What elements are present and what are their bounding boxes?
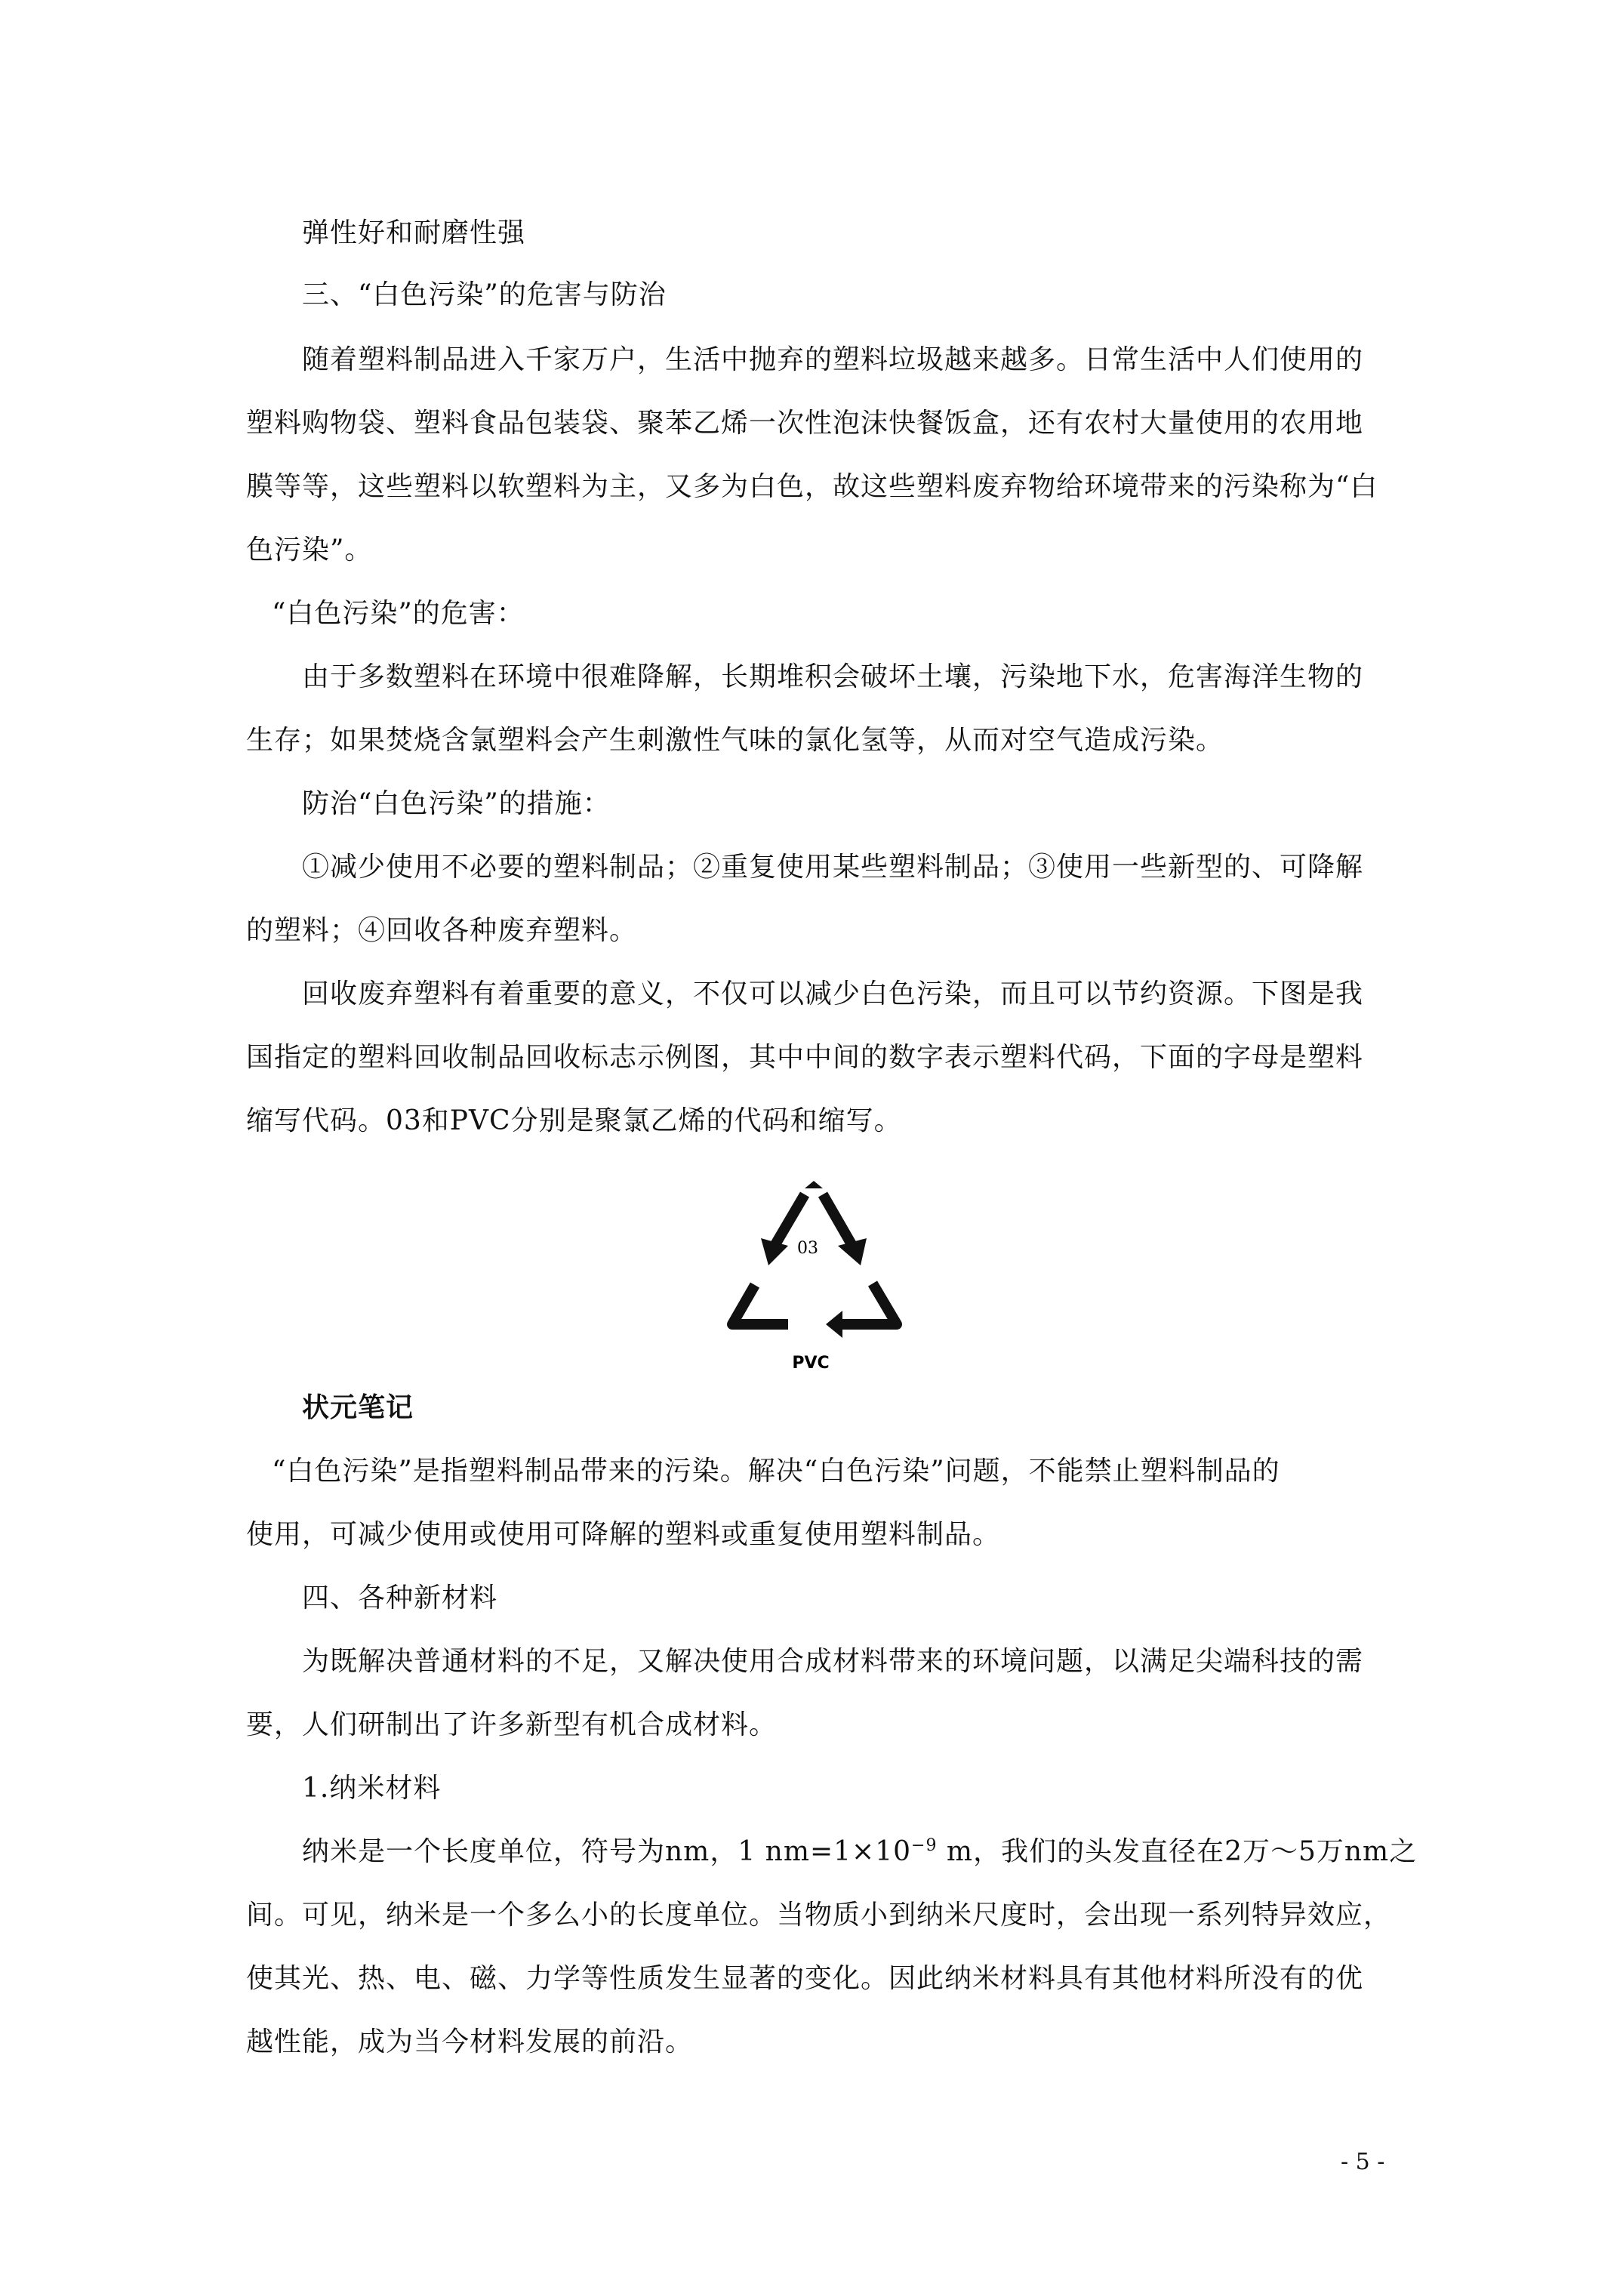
plastic-abbr: PVC (792, 1354, 830, 1373)
text-line: “白色污染”是指塑料制品带来的污染。解决“白色污染”问题，不能禁止塑料制品的 (272, 1456, 1280, 1487)
text-line: 生存；如果焚烧含氯塑料会产生刺激性气味的氯化氢等，从而对空气造成污染。 (246, 725, 1224, 756)
subheading-harm: “白色污染”的危害： (272, 598, 525, 629)
note-title: 状元笔记 (302, 1391, 414, 1423)
text-line: 国指定的塑料回收制品回收标志示例图，其中中间的数字表示塑料代码，下面的字母是塑料 (246, 1042, 1364, 1073)
text-line: 缩写代码。03和PVC分别是聚氯乙烯的代码和缩写。 (246, 1105, 902, 1136)
text-line: ①减少使用不必要的塑料制品；②重复使用某些塑料制品；③使用一些新型的、可降解 (302, 852, 1364, 883)
recycle-arrow-heads (761, 1181, 867, 1338)
text-line: 由于多数塑料在环境中很难降解，长期堆积会破坏土壤，污染地下水，危害海洋生物的 (302, 661, 1364, 692)
recycle-logo (716, 1163, 912, 1374)
text-line: 弹性好和耐磨性强 (302, 217, 526, 248)
text-line-nano-def (302, 1830, 1417, 1869)
subsection-heading-nano: 1.纳米材料 (302, 1773, 442, 1804)
text-line: 要，人们研制出了许多新型有机合成材料。 (246, 1709, 778, 1740)
text-line: 色污染”。 (246, 535, 373, 566)
text-segment: m，我们的头发直径在2万～5万nm之 (937, 1836, 1418, 1867)
plastic-code: 03 (797, 1239, 818, 1258)
text-line: 回收废弃塑料有着重要的意义，不仅可以减少白色污染，而且可以节约资源。下图是我 (302, 978, 1364, 1009)
exponent: −9 (911, 1836, 938, 1855)
text-line: 塑料购物袋、塑料食品包装袋、聚苯乙烯一次性泡沫快餐饭盒，还有农村大量使用的农用地 (246, 408, 1364, 439)
text-line: 的塑料；④回收各种废弃塑料。 (246, 915, 638, 946)
text-line: 为既解决普通材料的不足，又解决使用合成材料带来的环境问题，以满足尖端科技的需 (302, 1646, 1364, 1677)
section-heading-4: 四、各种新材料 (302, 1583, 498, 1613)
section-heading-3: 三、“白色污染”的危害与防治 (302, 279, 667, 310)
recycle-triangle-icon (732, 1194, 897, 1324)
text-segment: 纳米是一个长度单位，符号为nm，1 nm=1×10 (302, 1836, 912, 1867)
text-line: 使其光、热、电、磁、力学等性质发生显著的变化。因此纳米材料具有其他材料所没有的优 (246, 1963, 1364, 1994)
text-line: 间。可见，纳米是一个多么小的长度单位。当物质小到纳米尺度时，会出现一系列特异效应， (246, 1900, 1392, 1931)
page-number: - 5 - (1341, 2149, 1385, 2175)
subheading-measures: 防治“白色污染”的措施： (302, 788, 611, 819)
text-line: 使用，可减少使用或使用可降解的塑料或重复使用塑料制品。 (246, 1519, 1001, 1550)
text-line: 随着塑料制品进入千家万户，生活中抛弃的塑料垃圾越来越多。日常生活中人们使用的 (302, 344, 1364, 375)
text-line: 越性能，成为当今材料发展的前沿。 (246, 2026, 694, 2057)
text-line: 膜等等，这些塑料以软塑料为主，又多为白色，故这些塑料废弃物给环境带来的污染称为“白 (246, 471, 1378, 502)
